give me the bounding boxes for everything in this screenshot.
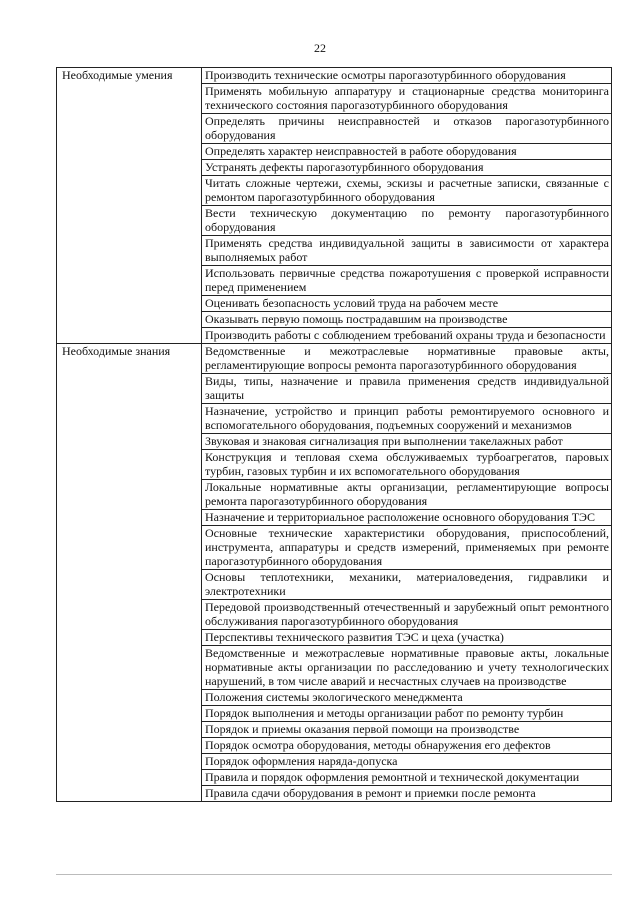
requirement-item: Звуковая и знаковая сигнализация при выполнении такелажных работ: [202, 434, 612, 450]
requirements-table: [56, 67, 612, 802]
requirement-item: Порядок оформления наряда-допуска: [202, 754, 612, 770]
requirement-item: Порядок осмотра оборудования, методы обнаружения его дефектов: [202, 738, 612, 754]
requirement-item: Основы теплотехники, механики, материаловедения, гидравлики и электротехники: [202, 570, 612, 600]
table-row: [57, 68, 612, 84]
requirement-item: Производить работы с соблюдением требований охраны труда и безопасности: [202, 328, 612, 344]
requirement-item: Передовой производственный отечественный и зарубежный опыт ремонтного обслуживания парогазотурбинного оборудования: [202, 600, 612, 630]
requirement-item: Виды, типы, назначение и правила применения средств индивидуальной защиты: [202, 374, 612, 404]
requirement-item: Положения системы экологического менеджмента: [202, 690, 612, 706]
requirement-item: Назначение, устройство и принцип работы ремонтируемого основного и вспомогательного оборудования, подъемных сооружений и механизмов: [202, 404, 612, 434]
requirement-item: Основные технические характеристики оборудования, приспособлений, инструмента, аппаратуры и средств измерений, применяемых при ремонте парогазотурбинного оборудования: [202, 526, 612, 570]
requirement-item: Производить технические осмотры парогазотурбинного оборудования: [202, 68, 612, 84]
requirement-item: Применять средства индивидуальной защиты в зависимости от характера выполняемых работ: [202, 236, 612, 266]
requirement-item: Определять причины неисправностей и отказов парогазотурбинного оборудования: [202, 114, 612, 144]
requirement-item: Читать сложные чертежи, схемы, эскизы и расчетные записки, связанные с ремонтом парогазотурбинного оборудования: [202, 176, 612, 206]
requirement-item: Порядок и приемы оказания первой помощи на производстве: [202, 722, 612, 738]
requirement-item: Определять характер неисправностей в работе оборудования: [202, 144, 612, 160]
requirement-item: Локальные нормативные акты организации, регламентирующие вопросы ремонта парогазотурбинного оборудования: [202, 480, 612, 510]
requirement-item: Использовать первичные средства пожаротушения с проверкой исправности перед применением: [202, 266, 612, 296]
page-number: 22: [314, 41, 326, 55]
table-row: [57, 344, 612, 374]
requirement-item: Конструкция и тепловая схема обслуживаемых турбоагрегатов, паровых турбин, газовых турбин и их вспомогательного оборудования: [202, 450, 612, 480]
requirement-item: Правила и порядок оформления ремонтной и технической документации: [202, 770, 612, 786]
requirement-item: Оценивать безопасность условий труда на рабочем месте: [202, 296, 612, 312]
requirement-item: Назначение и территориальное расположение основного оборудования ТЭС: [202, 510, 612, 526]
requirement-item: Оказывать первую помощь пострадавшим на производстве: [202, 312, 612, 328]
section-label: Необходимые умения: [57, 68, 202, 344]
requirement-item: Перспективы технического развития ТЭС и цеха (участка): [202, 630, 612, 646]
requirement-item: Правила сдачи оборудования в ремонт и приемки после ремонта: [202, 786, 612, 802]
requirements-table-body: [57, 68, 612, 802]
requirement-item: Вести техническую документацию по ремонту парогазотурбинного оборудования: [202, 206, 612, 236]
page-bottom-rule: [56, 874, 612, 875]
requirement-item: Применять мобильную аппаратуру и стационарные средства мониторинга технического состояния парогазотурбинного оборудования: [202, 84, 612, 114]
requirement-item: Устранять дефекты парогазотурбинного оборудования: [202, 160, 612, 176]
requirement-item: Ведомственные и межотраслевые нормативные правовые акты, регламентирующие вопросы ремонта парогазотурбинного оборудования: [202, 344, 612, 374]
requirement-item: Порядок выполнения и методы организации работ по ремонту турбин: [202, 706, 612, 722]
requirement-item: Ведомственные и межотраслевые нормативные правовые акты, локальные нормативные акты организации по расследованию и учету технологических нарушений, в том числе аварий и несчастных случаев на производстве: [202, 646, 612, 690]
section-label: Необходимые знания: [57, 344, 202, 802]
